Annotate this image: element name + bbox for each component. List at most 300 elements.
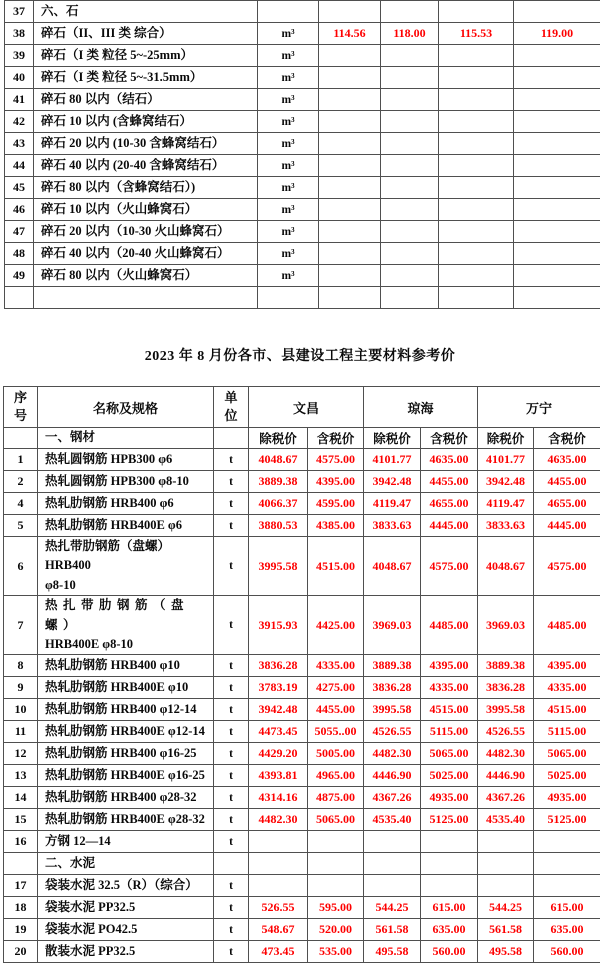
row-number-cell: 49 — [5, 265, 34, 287]
price-cell: 4455.00 — [534, 471, 600, 493]
section-name-cell: 二、水泥 — [38, 853, 214, 875]
price-cell — [534, 853, 600, 875]
unit-cell: t — [214, 897, 249, 919]
item-name-cell: 碎石（I 类 粒径 5~-31.5mm） — [34, 67, 258, 89]
price-cell: 4101.77 — [364, 449, 421, 471]
section-row — [4, 853, 600, 875]
price-cell — [381, 221, 439, 243]
unit-cell: t — [214, 537, 249, 596]
price-cell — [308, 853, 364, 875]
table-row — [5, 133, 600, 155]
price-cell — [534, 875, 600, 897]
price-cell — [514, 45, 600, 67]
price-cell: 3915.93 — [249, 596, 308, 655]
price-cell: 544.25 — [364, 897, 421, 919]
price-cell — [381, 177, 439, 199]
unit-cell: t — [214, 787, 249, 809]
unit-cell: m³ — [258, 111, 319, 133]
price-cell: 4395.00 — [534, 655, 600, 677]
row-number-cell: 20 — [4, 941, 38, 963]
item-name-cell-line: 热扎带肋钢筋（盘螺）HRB400 — [45, 537, 213, 576]
table-row — [4, 919, 600, 941]
price-cell: 4575.00 — [421, 537, 478, 596]
price-cell: 5025.00 — [534, 765, 600, 787]
table-row — [5, 199, 600, 221]
price-cell: 3995.58 — [249, 537, 308, 596]
price-cell: 3889.38 — [478, 655, 534, 677]
item-name-cell: 袋装水泥 PP32.5 — [38, 897, 214, 919]
unit-cell: t — [214, 809, 249, 831]
price-cell — [514, 1, 600, 23]
table-row — [5, 23, 600, 45]
row-number-cell: 2 — [4, 471, 38, 493]
price-type-inctax-wanning: 含税价 — [534, 428, 600, 449]
unit-cell: m³ — [258, 199, 319, 221]
item-name-cell — [38, 537, 214, 596]
price-cell: 4482.30 — [478, 743, 534, 765]
item-name-cell: 碎石 80 以内（含蜂窝结石）) — [34, 177, 258, 199]
item-name-cell — [38, 596, 214, 655]
row-number-cell: 40 — [5, 67, 34, 89]
table-row — [4, 596, 600, 655]
price-cell: 4048.67 — [364, 537, 421, 596]
item-name-cell: 热轧肋钢筋 HRB400E φ6 — [38, 515, 214, 537]
price-cell — [319, 67, 381, 89]
price-cell — [439, 243, 514, 265]
unit-cell: m³ — [258, 177, 319, 199]
unit-cell — [214, 853, 249, 875]
price-cell: 4066.37 — [249, 493, 308, 515]
unit-cell: m³ — [258, 133, 319, 155]
item-name-cell: 碎石（II、III 类 综合） — [34, 23, 258, 45]
price-cell — [514, 111, 600, 133]
price-cell — [308, 831, 364, 853]
col-header-name: 名称及规格 — [38, 387, 214, 428]
empty-cell — [4, 428, 38, 449]
price-cell: 4275.00 — [308, 677, 364, 699]
price-cell: 3889.38 — [364, 655, 421, 677]
price-cell — [439, 155, 514, 177]
unit-cell: t — [214, 471, 249, 493]
price-cell: 4367.26 — [364, 787, 421, 809]
table-row — [4, 743, 600, 765]
price-cell — [514, 221, 600, 243]
table-row — [4, 537, 600, 596]
item-name-cell: 碎石 80 以内（火山蜂窝石） — [34, 265, 258, 287]
row-number-cell: 19 — [4, 919, 38, 941]
table-row — [5, 111, 600, 133]
price-cell: 495.58 — [478, 941, 534, 963]
table-row — [4, 765, 600, 787]
table-row — [4, 515, 600, 537]
price-cell — [514, 177, 600, 199]
table-row — [5, 67, 600, 89]
price-cell — [439, 133, 514, 155]
price-cell: 4335.00 — [534, 677, 600, 699]
unit-cell — [258, 1, 319, 23]
price-cell — [514, 265, 600, 287]
item-name-cell: 热轧肋钢筋 HRB400 φ10 — [38, 655, 214, 677]
section-steel-label: 一、钢材 — [38, 428, 214, 449]
row-number-cell: 6 — [4, 537, 38, 596]
price-cell — [421, 853, 478, 875]
price-cell — [421, 875, 478, 897]
price-cell: 5025.00 — [421, 765, 478, 787]
price-cell — [439, 89, 514, 111]
price-cell: 4455.00 — [421, 471, 478, 493]
item-name-cell: 碎石 10 以内（火山蜂窝石） — [34, 199, 258, 221]
row-number-cell: 41 — [5, 89, 34, 111]
price-cell — [514, 155, 600, 177]
item-name-cell: 热轧圆钢筋 HPB300 φ8-10 — [38, 471, 214, 493]
price-cell — [381, 287, 439, 309]
price-cell: 595.00 — [308, 897, 364, 919]
price-cell: 4101.77 — [478, 449, 534, 471]
price-cell: 495.58 — [364, 941, 421, 963]
price-cell — [319, 111, 381, 133]
price-cell — [439, 221, 514, 243]
item-name-cell: 碎石 40 以内（20-40 火山蜂窝石） — [34, 243, 258, 265]
table-row — [5, 265, 600, 287]
price-cell: 4655.00 — [421, 493, 478, 515]
unit-cell: t — [214, 831, 249, 853]
price-cell: 535.00 — [308, 941, 364, 963]
table-row — [4, 699, 600, 721]
price-cell: 473.45 — [249, 941, 308, 963]
item-name-cell: 袋装水泥 PO42.5 — [38, 919, 214, 941]
table-row — [5, 177, 600, 199]
price-cell — [319, 287, 381, 309]
material-table-body — [4, 449, 600, 963]
item-name-cell: 散装水泥 PP32.5 — [38, 941, 214, 963]
price-cell — [381, 111, 439, 133]
city-header-wenchang: 文昌 — [249, 387, 364, 428]
price-cell: 5125.00 — [534, 809, 600, 831]
price-cell — [381, 199, 439, 221]
price-cell: 4535.40 — [478, 809, 534, 831]
unit-cell: m³ — [258, 89, 319, 111]
price-cell — [421, 831, 478, 853]
unit-cell: m³ — [258, 221, 319, 243]
price-type-extax-wanning: 除税价 — [478, 428, 534, 449]
price-cell: 4965.00 — [308, 765, 364, 787]
price-cell: 4048.67 — [478, 537, 534, 596]
price-cell: 560.00 — [421, 941, 478, 963]
item-name-cell: 碎石 40 以内 (20-40 含蜂窝结石） — [34, 155, 258, 177]
price-cell — [319, 243, 381, 265]
table-row — [5, 243, 600, 265]
price-cell: 4935.00 — [421, 787, 478, 809]
subheader-row — [4, 428, 600, 449]
price-cell: 3889.38 — [249, 471, 308, 493]
price-type-inctax-qionghai: 含税价 — [421, 428, 478, 449]
price-cell — [514, 89, 600, 111]
price-cell — [364, 831, 421, 853]
row-number-cell: 17 — [4, 875, 38, 897]
price-cell — [534, 831, 600, 853]
table-row — [4, 655, 600, 677]
table-row — [5, 221, 600, 243]
row-number-cell: 48 — [5, 243, 34, 265]
price-cell — [514, 199, 600, 221]
table-row — [4, 721, 600, 743]
price-cell — [439, 111, 514, 133]
price-cell: 3995.58 — [364, 699, 421, 721]
row-number-cell: 1 — [4, 449, 38, 471]
page-title: 2023 年 8 月份各市、县建设工程主要材料参考价 — [0, 345, 600, 365]
unit-cell: m³ — [258, 265, 319, 287]
item-name-cell: 热轧肋钢筋 HRB400 φ16-25 — [38, 743, 214, 765]
price-cell: 3833.63 — [478, 515, 534, 537]
price-cell: 5065.00 — [421, 743, 478, 765]
unit-cell: t — [214, 765, 249, 787]
price-cell: 4473.45 — [249, 721, 308, 743]
unit-cell — [258, 287, 319, 309]
city-header-qionghai: 琼海 — [364, 387, 478, 428]
price-cell: 3969.03 — [478, 596, 534, 655]
price-cell — [439, 287, 514, 309]
table-row — [4, 493, 600, 515]
price-cell — [319, 45, 381, 67]
row-number-cell: 39 — [5, 45, 34, 67]
item-name-cell: 碎石 20 以内 (10-30 含蜂窝结石） — [34, 133, 258, 155]
row-number-cell: 13 — [4, 765, 38, 787]
price-cell: 4395.00 — [308, 471, 364, 493]
row-number-cell: 44 — [5, 155, 34, 177]
col-header-unit-label: 单位 — [224, 389, 239, 425]
row-number-cell: 18 — [4, 897, 38, 919]
price-cell: 5125.00 — [421, 809, 478, 831]
col-header-seq — [4, 387, 38, 428]
price-cell: 3836.28 — [364, 677, 421, 699]
price-cell: 4367.26 — [478, 787, 534, 809]
unit-cell: t — [214, 515, 249, 537]
price-cell: 4575.00 — [534, 537, 600, 596]
row-number-cell: 38 — [5, 23, 34, 45]
table-row — [4, 787, 600, 809]
unit-cell: t — [214, 699, 249, 721]
price-cell: 4335.00 — [421, 677, 478, 699]
row-number-cell: 10 — [4, 699, 38, 721]
item-name-cell: 碎石 10 以内 (含蜂窝结石） — [34, 111, 258, 133]
table-row — [4, 875, 600, 897]
row-number-cell: 47 — [5, 221, 34, 243]
price-cell: 3833.63 — [364, 515, 421, 537]
price-cell: 635.00 — [421, 919, 478, 941]
price-cell — [319, 177, 381, 199]
price-cell — [364, 875, 421, 897]
price-cell: 4515.00 — [534, 699, 600, 721]
section-name-cell: 六、石 — [34, 1, 258, 23]
item-name-cell: 热轧肋钢筋 HRB400E φ16-25 — [38, 765, 214, 787]
item-name-cell: 热轧肋钢筋 HRB400 φ12-14 — [38, 699, 214, 721]
row-number-cell: 4 — [4, 493, 38, 515]
unit-cell: t — [214, 941, 249, 963]
table-row — [4, 941, 600, 963]
price-cell: 560.00 — [534, 941, 600, 963]
item-name-cell: 碎石 80 以内（结石） — [34, 89, 258, 111]
table-row — [4, 471, 600, 493]
price-type-extax-wenchang: 除税价 — [249, 428, 308, 449]
unit-cell: m³ — [258, 23, 319, 45]
unit-cell: t — [214, 677, 249, 699]
unit-cell: m³ — [258, 155, 319, 177]
price-cell — [478, 853, 534, 875]
table-row — [5, 45, 600, 67]
item-name-cell: 热轧肋钢筋 HRB400E φ10 — [38, 677, 214, 699]
price-cell: 4446.90 — [478, 765, 534, 787]
price-cell: 114.56 — [319, 23, 381, 45]
price-cell: 4875.00 — [308, 787, 364, 809]
price-cell — [381, 1, 439, 23]
price-cell — [249, 831, 308, 853]
row-number-cell: 15 — [4, 809, 38, 831]
price-cell: 5065.00 — [534, 743, 600, 765]
item-name-cell-line: HRB400E φ8-10 — [45, 635, 213, 654]
item-name-cell: 热轧肋钢筋 HRB400E φ28-32 — [38, 809, 214, 831]
row-number-cell: 43 — [5, 133, 34, 155]
price-cell — [439, 265, 514, 287]
price-cell — [439, 177, 514, 199]
col-header-unit — [214, 387, 249, 428]
price-cell — [381, 155, 439, 177]
price-cell: 4482.30 — [249, 809, 308, 831]
unit-cell: t — [214, 743, 249, 765]
row-number-cell: 14 — [4, 787, 38, 809]
price-cell: 4635.00 — [421, 449, 478, 471]
price-cell: 4119.47 — [478, 493, 534, 515]
unit-cell: t — [214, 596, 249, 655]
price-cell: 3969.03 — [364, 596, 421, 655]
row-number-cell: 12 — [4, 743, 38, 765]
unit-cell: t — [214, 875, 249, 897]
price-cell: 4429.20 — [249, 743, 308, 765]
price-cell — [319, 133, 381, 155]
price-cell: 4425.00 — [308, 596, 364, 655]
price-cell: 526.55 — [249, 897, 308, 919]
price-cell: 4595.00 — [308, 493, 364, 515]
unit-cell: m³ — [258, 243, 319, 265]
unit-cell: t — [214, 449, 249, 471]
row-number-cell — [4, 853, 38, 875]
price-cell — [381, 265, 439, 287]
unit-cell: t — [214, 721, 249, 743]
row-number-cell: 7 — [4, 596, 38, 655]
price-cell: 4526.55 — [478, 721, 534, 743]
row-number-cell: 9 — [4, 677, 38, 699]
price-cell: 118.00 — [381, 23, 439, 45]
price-cell: 119.00 — [514, 23, 600, 45]
price-cell: 3942.48 — [478, 471, 534, 493]
table-row — [5, 89, 600, 111]
price-cell: 561.58 — [478, 919, 534, 941]
row-number-cell — [5, 287, 34, 309]
price-cell: 3836.28 — [249, 655, 308, 677]
price-cell: 615.00 — [421, 897, 478, 919]
price-cell: 4335.00 — [308, 655, 364, 677]
section-row — [5, 1, 600, 23]
price-cell — [514, 287, 600, 309]
price-cell — [381, 45, 439, 67]
item-name-cell: 方钢 12—14 — [38, 831, 214, 853]
price-cell — [478, 875, 534, 897]
unit-cell: t — [214, 493, 249, 515]
price-cell: 5115.00 — [534, 721, 600, 743]
table-row — [4, 677, 600, 699]
row-number-cell: 46 — [5, 199, 34, 221]
price-cell — [439, 1, 514, 23]
price-cell: 4445.00 — [421, 515, 478, 537]
price-type-inctax-wenchang: 含税价 — [308, 428, 364, 449]
price-cell: 5065.00 — [308, 809, 364, 831]
price-cell: 3836.28 — [478, 677, 534, 699]
price-type-extax-qionghai: 除税价 — [364, 428, 421, 449]
table-row — [4, 809, 600, 831]
row-number-cell: 45 — [5, 177, 34, 199]
item-name-cell: 热轧肋钢筋 HRB400 φ6 — [38, 493, 214, 515]
unit-cell: m³ — [258, 45, 319, 67]
price-cell: 544.25 — [478, 897, 534, 919]
price-cell: 4535.40 — [364, 809, 421, 831]
price-cell: 4515.00 — [421, 699, 478, 721]
price-cell — [439, 45, 514, 67]
item-name-cell — [34, 287, 258, 309]
col-header-seq-label: 序号 — [13, 389, 28, 425]
price-cell — [478, 831, 534, 853]
material-table-header — [4, 387, 600, 449]
price-cell: 4445.00 — [534, 515, 600, 537]
price-cell: 4575.00 — [308, 449, 364, 471]
price-cell — [308, 875, 364, 897]
price-cell: 4526.55 — [364, 721, 421, 743]
item-name-cell: 热轧圆钢筋 HPB300 φ6 — [38, 449, 214, 471]
price-cell — [514, 67, 600, 89]
item-name-cell-line: 热扎带肋钢筋（盘螺） — [45, 596, 213, 635]
item-name-cell: 袋装水泥 32.5（R）（综合） — [38, 875, 214, 897]
item-name-cell-line: φ8-10 — [45, 576, 213, 595]
price-cell: 561.58 — [364, 919, 421, 941]
price-cell: 4655.00 — [534, 493, 600, 515]
price-cell — [319, 89, 381, 111]
row-number-cell: 11 — [4, 721, 38, 743]
item-name-cell: 碎石 20 以内（10-30 火山蜂窝石） — [34, 221, 258, 243]
table-row — [4, 897, 600, 919]
price-cell — [514, 133, 600, 155]
price-cell: 548.67 — [249, 919, 308, 941]
price-cell — [249, 853, 308, 875]
table-row — [4, 449, 600, 471]
price-cell — [319, 199, 381, 221]
price-cell — [381, 67, 439, 89]
row-number-cell: 16 — [4, 831, 38, 853]
price-cell: 4395.00 — [421, 655, 478, 677]
item-name-cell: 热轧肋钢筋 HRB400 φ28-32 — [38, 787, 214, 809]
price-cell: 4455.00 — [308, 699, 364, 721]
row-number-cell: 5 — [4, 515, 38, 537]
price-cell: 3942.48 — [364, 471, 421, 493]
price-cell — [514, 243, 600, 265]
unit-cell: m³ — [258, 67, 319, 89]
empty-cell — [214, 428, 249, 449]
stone-price-table-body — [5, 1, 600, 309]
city-header-wanning: 万宁 — [478, 387, 600, 428]
unit-cell: t — [214, 919, 249, 941]
price-cell — [439, 199, 514, 221]
price-cell: 4482.30 — [364, 743, 421, 765]
price-cell: 3783.19 — [249, 677, 308, 699]
price-cell: 4119.47 — [364, 493, 421, 515]
price-cell — [439, 67, 514, 89]
